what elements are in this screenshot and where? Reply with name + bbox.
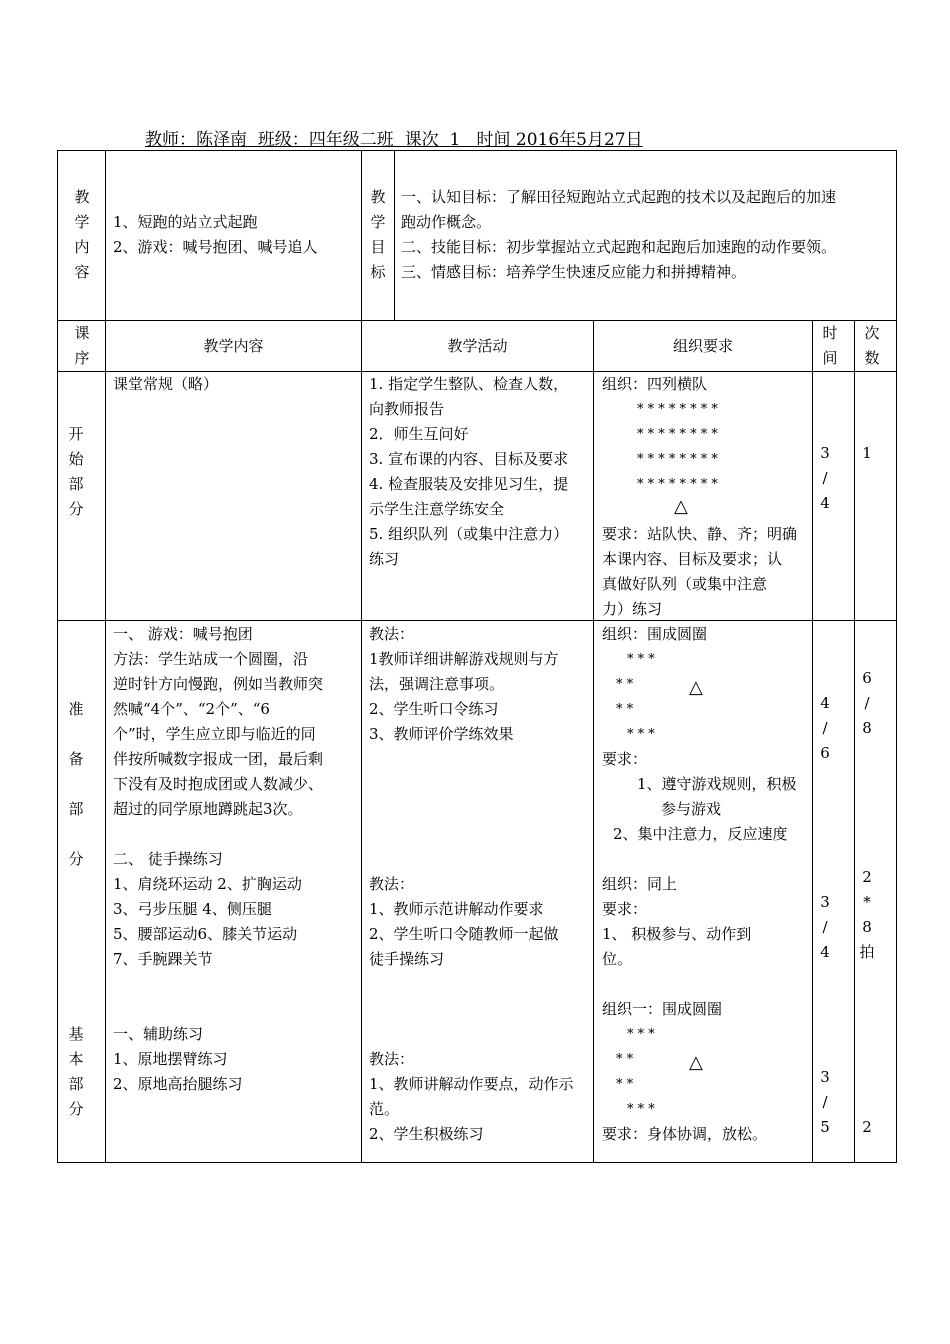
col-count: 次 xyxy=(864,324,880,342)
teacher-triangle-icon: △ xyxy=(689,1052,703,1073)
teacher-triangle-icon: △ xyxy=(689,677,703,698)
goal-line: 三、情感目标：培养学生快速反应能力和拼搏精神。 xyxy=(401,263,747,281)
basic-count: 2 xyxy=(862,1118,872,1136)
basic-title: 一、辅助练习 xyxy=(113,1025,204,1043)
teacher-label: 教师： xyxy=(145,130,196,150)
col-time: 间 xyxy=(822,349,838,367)
class-name: 四年级二班 xyxy=(308,130,394,150)
date: 2016年5月27日 xyxy=(515,130,643,150)
start-count: 1 xyxy=(862,444,872,462)
exercise-title: 二、 徒手操练习 xyxy=(113,850,223,868)
goal-line: 跑动作概念。 xyxy=(401,213,492,231)
lesson-number: 1 xyxy=(449,130,461,150)
col-content: 教学内容 xyxy=(203,337,264,355)
page-header xyxy=(145,125,643,150)
basic-requirement: 要求：身体协调，放松。 xyxy=(602,1125,768,1143)
basic-line: 2、原地高抬腿练习 xyxy=(113,1075,243,1093)
col-activity: 教学活动 xyxy=(447,337,508,355)
content-line: 1、短跑的站立式起跑 xyxy=(113,213,258,231)
game-title: 一、 游戏：喊号抱团 xyxy=(113,625,253,643)
start-org-title: 组织：四列横队 xyxy=(602,375,708,393)
col-count: 数 xyxy=(864,349,880,367)
lesson-label: 课次 xyxy=(404,130,439,150)
time-label: 时间 xyxy=(476,130,511,150)
class-label: 班级： xyxy=(257,130,309,150)
basic-line: 1、原地摆臂练习 xyxy=(113,1050,228,1068)
content-line: 2、游戏：喊号抱团、喊号追人 xyxy=(113,238,318,256)
col-order: 序 xyxy=(74,349,90,367)
game-org: 组织：围成圆圈 xyxy=(602,625,708,643)
goal-line: 二、技能目标：初步掌握站立式起跑和起跑后加速跑的动作要领。 xyxy=(401,238,837,256)
basic-org: 组织一：围成圆圈 xyxy=(602,1000,723,1018)
col-requirement: 组织要求 xyxy=(672,337,733,355)
start-content: 课堂常规（略） xyxy=(113,375,219,393)
col-order: 课 xyxy=(74,324,90,342)
teacher-name: 陈泽南 xyxy=(196,130,247,150)
goal-line: 一、认知目标：了解田径短跑站立式起跑的技术以及起跑后的加速 xyxy=(401,188,837,206)
col-time: 时 xyxy=(822,324,838,342)
teacher-triangle-icon: △ xyxy=(674,496,688,517)
